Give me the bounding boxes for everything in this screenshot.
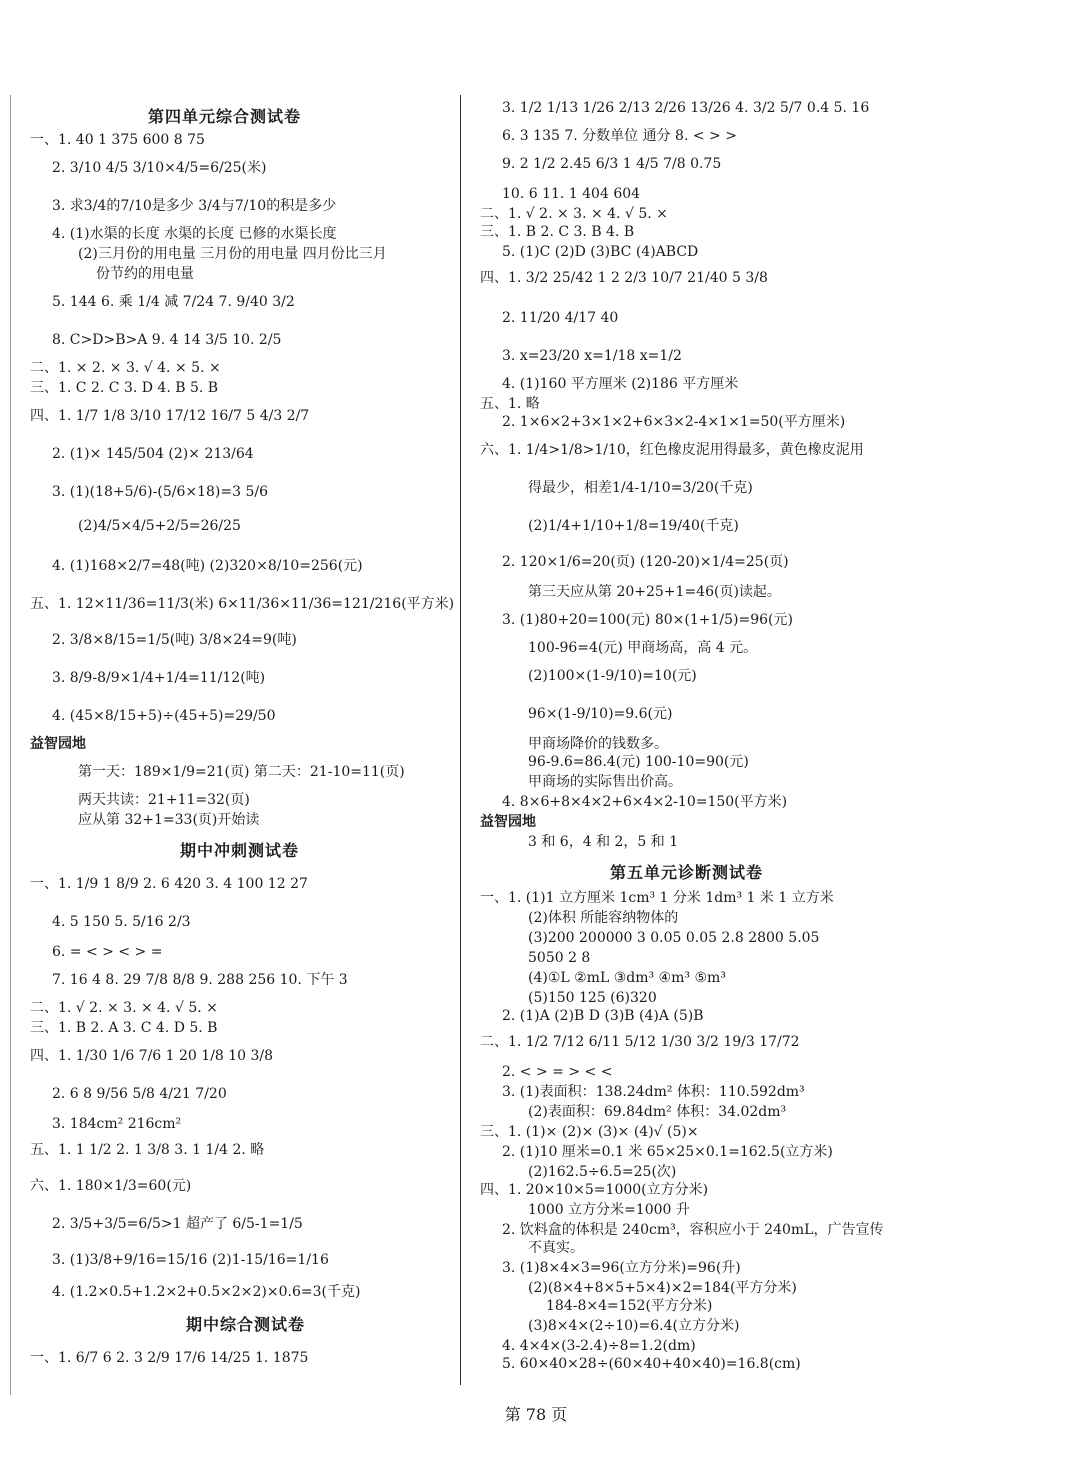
answer-line: (4)①L ②mL ③dm³ ④m³ ⑤m³: [528, 970, 726, 986]
answer-line: 三、1. C 2. C 3. D 4. B 5. B: [30, 380, 219, 396]
answer-line: 五、1. 略: [480, 396, 540, 412]
answer-line: 四、1. 1/30 1/6 7/6 1 20 1/8 10 3/8: [30, 1048, 274, 1064]
answer-line: 甲商场的实际售出价高。: [528, 774, 682, 790]
answer-line: 份节约的用电量: [96, 266, 194, 282]
answer-line: 一、1. (1)1 立方厘米 1cm³ 1 分米 1dm³ 1 米 1 立方米: [480, 890, 834, 906]
answer-line: 二、1. √ 2. × 3. × 4. √ 5. ×: [480, 206, 668, 222]
answer-line: 二、1. × 2. × 3. √ 4. × 5. ×: [30, 360, 221, 376]
answer-line: (2)1/4+1/10+1/8=19/40(千克): [528, 518, 739, 534]
answer-line: (2)162.5÷6.5=25(次): [528, 1164, 677, 1180]
answer-line: 五、1. 12×11/36=11/3(米) 6×11/36×11/36=121/216(平方米): [30, 596, 455, 612]
answer-line: 2. 饮料盒的体积是 240cm³，容积应小于 240mL，广告宣传: [502, 1222, 884, 1238]
answer-line: (2)100×(1-9/10)=10(元): [528, 668, 697, 684]
section-title-unit4: 第四单元综合测试卷: [148, 107, 302, 126]
answer-line: (2)体积 所能容纳物体的: [528, 910, 679, 926]
subsection-title: 益智园地: [480, 814, 536, 830]
answer-line: 六、1. 180×1/3=60(元): [30, 1178, 192, 1194]
answer-line: (2)(8×4+8×5+5×4)×2=184(平方分米): [528, 1280, 797, 1296]
answer-line: (3)8×4×(2÷10)=6.4(立方分米): [528, 1318, 740, 1334]
section-title-unit5: 第五单元诊断测试卷: [610, 863, 764, 882]
answer-line: 应从第 32+1=33(页)开始读: [78, 812, 260, 828]
answer-line: 3. (1)80+20=100(元) 80×(1+1/5)=96(元): [502, 612, 793, 628]
answer-line: (2)三月份的用电量 三月份的用电量 四月份比三月: [78, 246, 387, 262]
answer-line: 三、1. B 2. C 3. B 4. B: [480, 224, 635, 240]
answer-line: 得最少，相差1/4-1/10=3/20(千克): [528, 480, 753, 496]
answer-line: 两天共读：21+11=32(页): [78, 792, 250, 808]
answer-line: 不真实。: [528, 1240, 584, 1256]
section-title-midterm-sprint: 期中冲刺测试卷: [180, 841, 300, 860]
answer-line: 6. = < > < > =: [52, 944, 163, 960]
answer-line: 第一天：189×1/9=21(页) 第二天：21-10=11(页): [78, 764, 405, 780]
answer-line: 8. C>D>B>A 9. 4 14 3/5 10. 2/5: [52, 332, 282, 348]
answer-line: 1000 立方分米=1000 升: [528, 1202, 690, 1218]
answer-line: 7. 16 4 8. 29 7/8 8/8 9. 288 256 10. 下午 3: [52, 972, 348, 988]
answer-line: 四、1. 3/2 25/42 1 2 2/3 10/7 21/40 5 3/8: [480, 270, 768, 286]
answer-line: 4. (1)水渠的长度 水渠的长度 已修的水渠长度: [52, 226, 337, 242]
answer-line: 4. 4×4×(3-2.4)÷8=1.2(dm): [502, 1338, 696, 1354]
answer-line: 2. (1)10 厘米=0.1 米 65×25×0.1=162.5(立方米): [502, 1144, 833, 1160]
binding-edge-line: [10, 95, 11, 1395]
answer-line: 2. (1)× 145/504 (2)× 213/64: [52, 446, 254, 462]
answer-line: 3. (1)(18+5/6)-(5/6×18)=3 5/6: [52, 484, 268, 500]
answer-line: (5)150 125 (6)320: [528, 990, 657, 1006]
answer-line: 3. x=23/20 x=1/18 x=1/2: [502, 348, 682, 364]
answer-line: 100-96=4(元) 甲商场高，高 4 元。: [528, 640, 758, 656]
answer-line: 3 和 6，4 和 2，5 和 1: [528, 834, 679, 850]
answer-line: 2. < > = > < <: [502, 1064, 613, 1080]
answer-line: (2)表面积：69.84dm² 体积：34.02dm³: [528, 1104, 787, 1120]
answer-line: 96-9.6=86.4(元) 100-10=90(元): [528, 754, 749, 770]
subsection-title: 益智园地: [30, 736, 86, 752]
answer-line: 5. 144 6. 乘 1/4 减 7/24 7. 9/40 3/2: [52, 294, 295, 310]
answer-line: 第三天应从第 20+25+1=46(页)读起。: [528, 584, 781, 600]
answer-line: 三、1. (1)× (2)× (3)× (4)√ (5)×: [480, 1124, 699, 1140]
answer-line: 2. 11/20 4/17 40: [502, 310, 619, 326]
page-number: 第 78 页: [504, 1405, 568, 1424]
answer-line: 三、1. B 2. A 3. C 4. D 5. B: [30, 1020, 218, 1036]
answer-line: 5. (1)C (2)D (3)BC (4)ABCD: [502, 244, 699, 260]
answer-line: 4. (1.2×0.5+1.2×2+0.5×2×2)×0.6=3(千克): [52, 1284, 361, 1300]
answer-line: 3. (1)表面积：138.24dm² 体积：110.592dm³: [502, 1084, 805, 1100]
answer-line: 2. 3/10 4/5 3/10×4/5=6/25(米): [52, 160, 267, 176]
answer-line: 4. (1)160 平方厘米 (2)186 平方厘米: [502, 376, 739, 392]
column-divider: [460, 95, 461, 1385]
answer-line: 6. 3 135 7. 分数单位 通分 8. < > >: [502, 128, 737, 144]
answer-line: (3)200 200000 3 0.05 0.05 2.8 2800 5.05: [528, 930, 820, 946]
answer-line: 2. 6 8 9/56 5/8 4/21 7/20: [52, 1086, 227, 1102]
answer-line: 4. 8×6+8×4×2+6×4×2-10=150(平方米): [502, 794, 788, 810]
answer-line: 六、1. 1/4>1/8>1/10，红色橡皮泥用得最多，黄色橡皮泥用: [480, 442, 864, 458]
answer-line: 2. (1)A (2)B D (3)B (4)A (5)B: [502, 1008, 704, 1024]
answer-line: 五、1. 1 1/2 2. 1 3/8 3. 1 1/4 2. 略: [30, 1142, 265, 1158]
answer-line: 184-8×4=152(平方分米): [546, 1298, 713, 1314]
answer-line: (2)4/5×4/5+2/5=26/25: [78, 518, 241, 534]
answer-line: 96×(1-9/10)=9.6(元): [528, 706, 673, 722]
answer-line: 2. 120×1/6=20(页) (120-20)×1/4=25(页): [502, 554, 789, 570]
answer-line: 二、1. 1/2 7/12 6/11 5/12 1/30 3/2 19/3 17/72: [480, 1034, 800, 1050]
answer-line: 5. 60×40×28÷(60×40+40×40)=16.8(cm): [502, 1356, 801, 1372]
answer-line: 一、1. 40 1 375 600 8 75: [30, 132, 205, 148]
answer-line: 2. 3/5+3/5=6/5>1 超产了 6/5-1=1/5: [52, 1216, 303, 1232]
answer-line: 一、1. 1/9 1 8/9 2. 6 420 3. 4 100 12 27: [30, 876, 308, 892]
answer-line: 9. 2 1/2 2.45 6/3 1 4/5 7/8 0.75: [502, 156, 722, 172]
answer-line: 10. 6 11. 1 404 604: [502, 186, 641, 202]
answer-line: 3. 1/2 1/13 1/26 2/13 2/26 13/26 4. 3/2 5/7 0.4 5. 16: [502, 100, 870, 116]
answer-line: 2. 3/8×8/15=1/5(吨) 3/8×24=9(吨): [52, 632, 297, 648]
answer-line: 甲商场降价的钱数多。: [528, 736, 668, 752]
answer-line: 3. 求3/4的7/10是多少 3/4与7/10的积是多少: [52, 198, 337, 214]
answer-line: 5050 2 8: [528, 950, 591, 966]
answer-line: 3. 8/9-8/9×1/4+1/4=11/12(吨): [52, 670, 266, 686]
answer-line: 四、1. 20×10×5=1000(立方分米): [480, 1182, 709, 1198]
answer-line: 4. (45×8/15+5)÷(45+5)=29/50: [52, 708, 276, 724]
answer-line: 3. (1)8×4×3=96(立方分米)=96(升): [502, 1260, 741, 1276]
answer-line: 2. 1×6×2+3×1×2+6×3×2-4×1×1=50(平方厘米): [502, 414, 846, 430]
section-title-midterm-comprehensive: 期中综合测试卷: [186, 1315, 306, 1334]
answer-line: 4. 5 150 5. 5/16 2/3: [52, 914, 191, 930]
answer-line: 一、1. 6/7 6 2. 3 2/9 17/6 14/25 1. 1875: [30, 1350, 309, 1366]
answer-line: 二、1. √ 2. × 3. × 4. √ 5. ×: [30, 1000, 218, 1016]
answer-line: 3. 184cm² 216cm²: [52, 1116, 182, 1132]
answer-line: 4. (1)168×2/7=48(吨) (2)320×8/10=256(元): [52, 558, 363, 574]
answer-line: 四、1. 1/7 1/8 3/10 17/12 16/7 5 4/3 2/7: [30, 408, 310, 424]
answer-line: 3. (1)3/8+9/16=15/16 (2)1-15/16=1/16: [52, 1252, 329, 1268]
